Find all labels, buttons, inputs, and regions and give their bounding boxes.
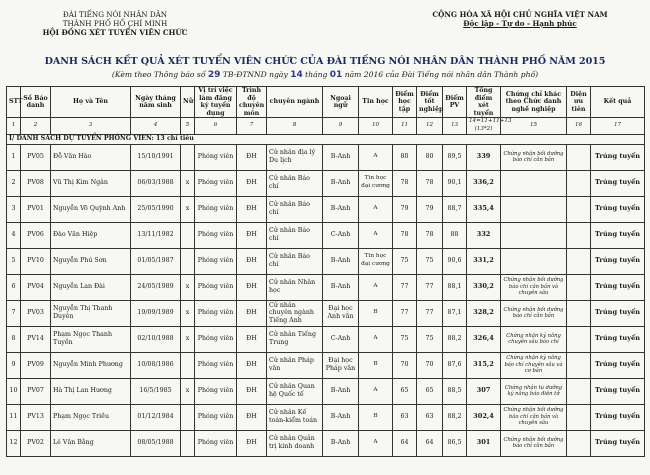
priority bbox=[567, 430, 591, 456]
graduation-score: 75 bbox=[417, 326, 443, 352]
notice-number: 29 bbox=[207, 70, 221, 80]
row-number: 3 bbox=[7, 196, 21, 222]
study-score: 65 bbox=[393, 378, 417, 404]
column-header: Kết quả bbox=[591, 87, 645, 118]
result: Trúng tuyển bbox=[591, 170, 645, 196]
interview-score: 88,2 bbox=[443, 326, 467, 352]
notice-day: 14 bbox=[290, 70, 303, 80]
column-header: Trình độ chuyên môn bbox=[237, 87, 267, 118]
column-index: 14=11+11+13 (13*2) bbox=[467, 118, 501, 134]
certificate bbox=[501, 196, 567, 222]
table-row bbox=[7, 352, 645, 378]
position: Phóng viên bbox=[195, 352, 237, 378]
total-score: 307 bbox=[467, 378, 501, 404]
foreign-language: B-Anh bbox=[323, 144, 359, 170]
council-name: HỘI ĐỒNG XÉT TUYỂN VIÊN CHỨC bbox=[42, 28, 188, 37]
column-header: Ngoại ngữ bbox=[323, 87, 359, 118]
result: Trúng tuyển bbox=[591, 378, 645, 404]
female-mark bbox=[181, 248, 195, 274]
birth-date: 24/05/1989 bbox=[131, 274, 181, 300]
graduation-score: 70 bbox=[417, 352, 443, 378]
certificate: Chứng nhận bồi dưỡng báo chí căn bản bbox=[501, 144, 567, 170]
table-header-row bbox=[7, 87, 645, 118]
national-header bbox=[405, 10, 635, 28]
row-number: 12 bbox=[7, 430, 21, 456]
column-index: 3 bbox=[51, 118, 131, 134]
table-row bbox=[7, 404, 645, 430]
foreign-language: Đại học Pháp văn bbox=[323, 352, 359, 378]
column-header: Điểm học tập bbox=[393, 87, 417, 118]
interview-score: 88,7 bbox=[443, 196, 467, 222]
agency-city: THÀNH PHỐ HỒ CHÍ MINH bbox=[62, 19, 168, 28]
graduation-score: 78 bbox=[417, 170, 443, 196]
position: Phóng viên bbox=[195, 300, 237, 326]
female-mark: x bbox=[181, 300, 195, 326]
education-level: ĐH bbox=[237, 222, 267, 248]
notice-month: 01 bbox=[329, 70, 343, 80]
birth-date: 08/05/1988 bbox=[131, 430, 181, 456]
foreign-language: C-Anh bbox=[323, 222, 359, 248]
row-number: 10 bbox=[7, 378, 21, 404]
column-index: 4 bbox=[131, 118, 181, 134]
subtitle-pre: (Kèm theo Thông báo số bbox=[111, 70, 206, 79]
column-header: Tổng điểm xét tuyển bbox=[467, 87, 501, 118]
interview-score: 88,5 bbox=[443, 378, 467, 404]
candidate-name: Đào Văn Hiệp bbox=[51, 222, 131, 248]
section-title: I/ DANH SÁCH DỰ TUYỂN PHÓNG VIÊN: 13 chỉ tiêu bbox=[7, 134, 645, 144]
it-skill: A bbox=[359, 144, 393, 170]
row-number: 6 bbox=[7, 274, 21, 300]
position: Phóng viên bbox=[195, 430, 237, 456]
it-skill: A bbox=[359, 222, 393, 248]
total-score: 302,4 bbox=[467, 404, 501, 430]
birth-date: 16/5/1985 bbox=[131, 378, 181, 404]
national-motto: Độc lập - Tự do - Hạnh phúc bbox=[463, 19, 577, 28]
table-row bbox=[7, 274, 645, 300]
candidate-id: PV08 bbox=[21, 170, 51, 196]
priority bbox=[567, 144, 591, 170]
column-header: Vị trí việc làm đăng ký tuyển dụng bbox=[195, 87, 237, 118]
birth-date: 01/12/1984 bbox=[131, 404, 181, 430]
female-mark bbox=[181, 144, 195, 170]
row-number: 1 bbox=[7, 144, 21, 170]
birth-date: 25/05/1990 bbox=[131, 196, 181, 222]
result: Trúng tuyển bbox=[591, 404, 645, 430]
column-index: 6 bbox=[195, 118, 237, 134]
certificate: Chứng nhận kỹ năng chuyên sâu báo chí bbox=[501, 326, 567, 352]
certificate: Chứng nhận kỹ năng báo chí chuyên sâu và cơ bản bbox=[501, 352, 567, 378]
column-header: Diện ưu tiên bbox=[567, 87, 591, 118]
agency-header bbox=[10, 10, 220, 37]
birth-date: 10/08/1986 bbox=[131, 352, 181, 378]
major: Cử nhân chuyên ngành Tiếng Anh bbox=[267, 300, 323, 326]
candidate-id: PV13 bbox=[21, 404, 51, 430]
candidate-id: PV03 bbox=[21, 300, 51, 326]
row-number: 2 bbox=[7, 170, 21, 196]
education-level: ĐH bbox=[237, 196, 267, 222]
education-level: ĐH bbox=[237, 170, 267, 196]
it-skill: Tin học đại cương bbox=[359, 248, 393, 274]
graduation-score: 79 bbox=[417, 196, 443, 222]
graduation-score: 75 bbox=[417, 248, 443, 274]
major: Cử nhân Tiếng Trung bbox=[267, 326, 323, 352]
education-level: ĐH bbox=[237, 430, 267, 456]
total-score: 326,4 bbox=[467, 326, 501, 352]
table-row bbox=[7, 300, 645, 326]
interview-score: 89,5 bbox=[443, 144, 467, 170]
major: Cử nhân Nhân học bbox=[267, 274, 323, 300]
graduation-score: 64 bbox=[417, 430, 443, 456]
study-score: 64 bbox=[393, 430, 417, 456]
certificate: Chứng nhận bồi dưỡng báo chí căn bản và chuyên sâu bbox=[501, 274, 567, 300]
education-level: ĐH bbox=[237, 300, 267, 326]
total-score: 301 bbox=[467, 430, 501, 456]
column-header: Nữ bbox=[181, 87, 195, 118]
result: Trúng tuyển bbox=[591, 430, 645, 456]
it-skill: B bbox=[359, 352, 393, 378]
female-mark: x bbox=[181, 274, 195, 300]
row-number: 9 bbox=[7, 352, 21, 378]
position: Phóng viên bbox=[195, 274, 237, 300]
candidate-name: Nguyễn Lan Đài bbox=[51, 274, 131, 300]
foreign-language: Đại học Anh văn bbox=[323, 300, 359, 326]
education-level: ĐH bbox=[237, 326, 267, 352]
total-score: 330,2 bbox=[467, 274, 501, 300]
table-row bbox=[7, 378, 645, 404]
candidate-name: Nguyễn Phú Sơn bbox=[51, 248, 131, 274]
position: Phóng viên bbox=[195, 378, 237, 404]
certificate: Chứng nhận bồi dưỡng báo chí căn bản bbox=[501, 430, 567, 456]
female-mark bbox=[181, 222, 195, 248]
study-score: 77 bbox=[393, 300, 417, 326]
birth-date: 15/10/1991 bbox=[131, 144, 181, 170]
subtitle-mid1: TB-ĐTNND ngày bbox=[222, 70, 288, 79]
position: Phóng viên bbox=[195, 196, 237, 222]
column-header: Tin học bbox=[359, 87, 393, 118]
it-skill: A bbox=[359, 196, 393, 222]
candidate-id: PV01 bbox=[21, 196, 51, 222]
candidate-name: Nguyễn Minh Phương bbox=[51, 352, 131, 378]
graduation-score: 78 bbox=[417, 222, 443, 248]
study-score: 63 bbox=[393, 404, 417, 430]
subtitle-mid2: tháng bbox=[305, 70, 328, 79]
priority bbox=[567, 300, 591, 326]
table-row bbox=[7, 430, 645, 456]
column-index: 7 bbox=[237, 118, 267, 134]
column-index: 8 bbox=[267, 118, 323, 134]
interview-score: 90,1 bbox=[443, 170, 467, 196]
birth-date: 06/03/1988 bbox=[131, 170, 181, 196]
column-index-row bbox=[7, 118, 645, 134]
table-row bbox=[7, 196, 645, 222]
foreign-language: B-Anh bbox=[323, 274, 359, 300]
certificate bbox=[501, 170, 567, 196]
result: Trúng tuyển bbox=[591, 274, 645, 300]
major: Cử nhân Quan hệ Quốc tế bbox=[267, 378, 323, 404]
priority bbox=[567, 352, 591, 378]
interview-score: 86,5 bbox=[443, 430, 467, 456]
row-number: 11 bbox=[7, 404, 21, 430]
candidate-name: Hà Thị Lan Hương bbox=[51, 378, 131, 404]
national-title: CỘNG HÒA XÃ HỘI CHỦ NGHĨA VIỆT NAM bbox=[432, 10, 608, 19]
column-index: 10 bbox=[359, 118, 393, 134]
education-level: ĐH bbox=[237, 248, 267, 274]
interview-score: 88,2 bbox=[443, 404, 467, 430]
it-skill: A bbox=[359, 430, 393, 456]
column-header: Số Báo danh bbox=[21, 87, 51, 118]
column-index: 2 bbox=[21, 118, 51, 134]
priority bbox=[567, 274, 591, 300]
position: Phóng viên bbox=[195, 404, 237, 430]
certificate: Chứng nhận tu dưỡng kỹ năng báo điện tử bbox=[501, 378, 567, 404]
column-index: 17 bbox=[591, 118, 645, 134]
female-mark: x bbox=[181, 326, 195, 352]
total-score: 332 bbox=[467, 222, 501, 248]
interview-score: 90,6 bbox=[443, 248, 467, 274]
study-score: 78 bbox=[393, 222, 417, 248]
priority bbox=[567, 170, 591, 196]
foreign-language: B-Anh bbox=[323, 170, 359, 196]
total-score: 335,4 bbox=[467, 196, 501, 222]
total-score: 328,2 bbox=[467, 300, 501, 326]
foreign-language: B-Anh bbox=[323, 248, 359, 274]
candidate-name: Vũ Thị Kim Ngân bbox=[51, 170, 131, 196]
agency-name: ĐÀI TIẾNG NÓI NHÂN DÂN bbox=[62, 10, 168, 19]
result: Trúng tuyển bbox=[591, 196, 645, 222]
female-mark bbox=[181, 404, 195, 430]
study-score: 79 bbox=[393, 196, 417, 222]
total-score: 336,2 bbox=[467, 170, 501, 196]
row-number: 7 bbox=[7, 300, 21, 326]
candidate-id: PV10 bbox=[21, 248, 51, 274]
candidate-id: PV04 bbox=[21, 274, 51, 300]
candidate-name: Phạm Ngọc Thanh Tuyền bbox=[51, 326, 131, 352]
study-score: 80 bbox=[393, 144, 417, 170]
candidate-name: Đỗ Văn Hào bbox=[51, 144, 131, 170]
birth-date: 01/05/1987 bbox=[131, 248, 181, 274]
column-header: chuyên ngành bbox=[267, 87, 323, 118]
foreign-language: B-Anh bbox=[323, 196, 359, 222]
position: Phóng viên bbox=[195, 170, 237, 196]
birth-date: 13/11/1982 bbox=[131, 222, 181, 248]
priority bbox=[567, 248, 591, 274]
major: Cử nhân Báo chí bbox=[267, 248, 323, 274]
major: Cử nhân Báo chí bbox=[267, 222, 323, 248]
candidate-id: PV06 bbox=[21, 222, 51, 248]
study-score: 75 bbox=[393, 326, 417, 352]
female-mark: x bbox=[181, 196, 195, 222]
interview-score: 88 bbox=[443, 222, 467, 248]
document-title: DANH SÁCH KẾT QUẢ XÉT TUYỂN VIÊN CHỨC CỦA ĐÀI TIẾNG NÓI NHÂN DÂN THÀNH PHỐ NĂM 2015 bbox=[44, 56, 606, 67]
column-index: 16 bbox=[567, 118, 591, 134]
foreign-language: B-Anh bbox=[323, 378, 359, 404]
female-mark: x bbox=[181, 170, 195, 196]
column-index: 11 bbox=[393, 118, 417, 134]
priority bbox=[567, 196, 591, 222]
education-level: ĐH bbox=[237, 274, 267, 300]
total-score: 331,2 bbox=[467, 248, 501, 274]
section-row bbox=[7, 134, 645, 144]
major: Cử nhân Quản trị kinh doanh bbox=[267, 430, 323, 456]
candidate-id: PV14 bbox=[21, 326, 51, 352]
column-index: 15 bbox=[501, 118, 567, 134]
column-index: 13 bbox=[443, 118, 467, 134]
table-row bbox=[7, 170, 645, 196]
birth-date: 02/10/1988 bbox=[131, 326, 181, 352]
column-header: Điểm tốt nghiệp bbox=[417, 87, 443, 118]
result: Trúng tuyển bbox=[591, 144, 645, 170]
graduation-score: 77 bbox=[417, 300, 443, 326]
column-header: Điểm PV bbox=[443, 87, 467, 118]
interview-score: 87,1 bbox=[443, 300, 467, 326]
candidate-id: PV09 bbox=[21, 352, 51, 378]
it-skill: B bbox=[359, 300, 393, 326]
column-index: 12 bbox=[417, 118, 443, 134]
column-index: 5 bbox=[181, 118, 195, 134]
graduation-score: 80 bbox=[417, 144, 443, 170]
education-level: ĐH bbox=[237, 404, 267, 430]
interview-score: 88,1 bbox=[443, 274, 467, 300]
candidate-name: Nguyễn Thị Thanh Duyên bbox=[51, 300, 131, 326]
certificate bbox=[501, 222, 567, 248]
subtitle-post: năm 2016 của Đài Tiếng nói nhân dân Thành phố) bbox=[344, 70, 539, 79]
education-level: ĐH bbox=[237, 378, 267, 404]
priority bbox=[567, 404, 591, 430]
it-skill: Tin học đại cương bbox=[359, 170, 393, 196]
study-score: 75 bbox=[393, 248, 417, 274]
table-row bbox=[7, 222, 645, 248]
position: Phóng viên bbox=[195, 144, 237, 170]
row-number: 4 bbox=[7, 222, 21, 248]
study-score: 77 bbox=[393, 274, 417, 300]
total-score: 339 bbox=[467, 144, 501, 170]
candidate-name: Lê Văn Bằng bbox=[51, 430, 131, 456]
priority bbox=[567, 378, 591, 404]
result: Trúng tuyển bbox=[591, 352, 645, 378]
result: Trúng tuyển bbox=[591, 248, 645, 274]
column-index: 9 bbox=[323, 118, 359, 134]
position: Phóng viên bbox=[195, 248, 237, 274]
priority bbox=[567, 326, 591, 352]
position: Phóng viên bbox=[195, 326, 237, 352]
candidate-name: Nguyễn Võ Quỳnh Anh bbox=[51, 196, 131, 222]
study-score: 78 bbox=[393, 170, 417, 196]
position: Phóng viên bbox=[195, 222, 237, 248]
candidate-id: PV05 bbox=[21, 144, 51, 170]
graduation-score: 77 bbox=[417, 274, 443, 300]
priority bbox=[567, 222, 591, 248]
table-row bbox=[7, 144, 645, 170]
major: Cử nhân Kế toán-kiểm toán bbox=[267, 404, 323, 430]
column-index: 1 bbox=[7, 118, 21, 134]
column-header: STT bbox=[7, 87, 21, 118]
certificate: Chứng nhận bồi dưỡng báo chí căn bản và chuyên sâu bbox=[501, 404, 567, 430]
foreign-language: B-Anh bbox=[323, 404, 359, 430]
graduation-score: 65 bbox=[417, 378, 443, 404]
results-table bbox=[6, 86, 645, 457]
interview-score: 87,6 bbox=[443, 352, 467, 378]
table-row bbox=[7, 326, 645, 352]
it-skill: B bbox=[359, 404, 393, 430]
birth-date: 19/09/1989 bbox=[131, 300, 181, 326]
graduation-score: 63 bbox=[417, 404, 443, 430]
female-mark: x bbox=[181, 378, 195, 404]
document-subtitle bbox=[0, 70, 650, 80]
result: Trúng tuyển bbox=[591, 222, 645, 248]
row-number: 5 bbox=[7, 248, 21, 274]
certificate: Chứng nhận bồi dưỡng báo chí căn bản bbox=[501, 300, 567, 326]
female-mark bbox=[181, 352, 195, 378]
it-skill: A bbox=[359, 378, 393, 404]
table-row bbox=[7, 248, 645, 274]
education-level: ĐH bbox=[237, 144, 267, 170]
column-header: Ngày tháng năm sinh bbox=[131, 87, 181, 118]
total-score: 315,2 bbox=[467, 352, 501, 378]
foreign-language: C-Anh bbox=[323, 326, 359, 352]
candidate-id: PV02 bbox=[21, 430, 51, 456]
candidate-name: Phạm Ngọc Triều bbox=[51, 404, 131, 430]
study-score: 70 bbox=[393, 352, 417, 378]
major: Cử nhân địa lý Du lịch bbox=[267, 144, 323, 170]
major: Cử nhân Báo chí bbox=[267, 196, 323, 222]
major: Cử nhân Báo chí bbox=[267, 170, 323, 196]
result: Trúng tuyển bbox=[591, 326, 645, 352]
row-number: 8 bbox=[7, 326, 21, 352]
column-header: Họ và Tên bbox=[51, 87, 131, 118]
foreign-language: B-Anh bbox=[323, 430, 359, 456]
it-skill: A bbox=[359, 274, 393, 300]
female-mark bbox=[181, 430, 195, 456]
certificate bbox=[501, 248, 567, 274]
education-level: ĐH bbox=[237, 352, 267, 378]
major: Cử nhân Pháp văn bbox=[267, 352, 323, 378]
it-skill: A bbox=[359, 326, 393, 352]
candidate-id: PV07 bbox=[21, 378, 51, 404]
column-header: Chứng chỉ khác theo Chức danh nghề nghiệp bbox=[501, 87, 567, 118]
result: Trúng tuyển bbox=[591, 300, 645, 326]
